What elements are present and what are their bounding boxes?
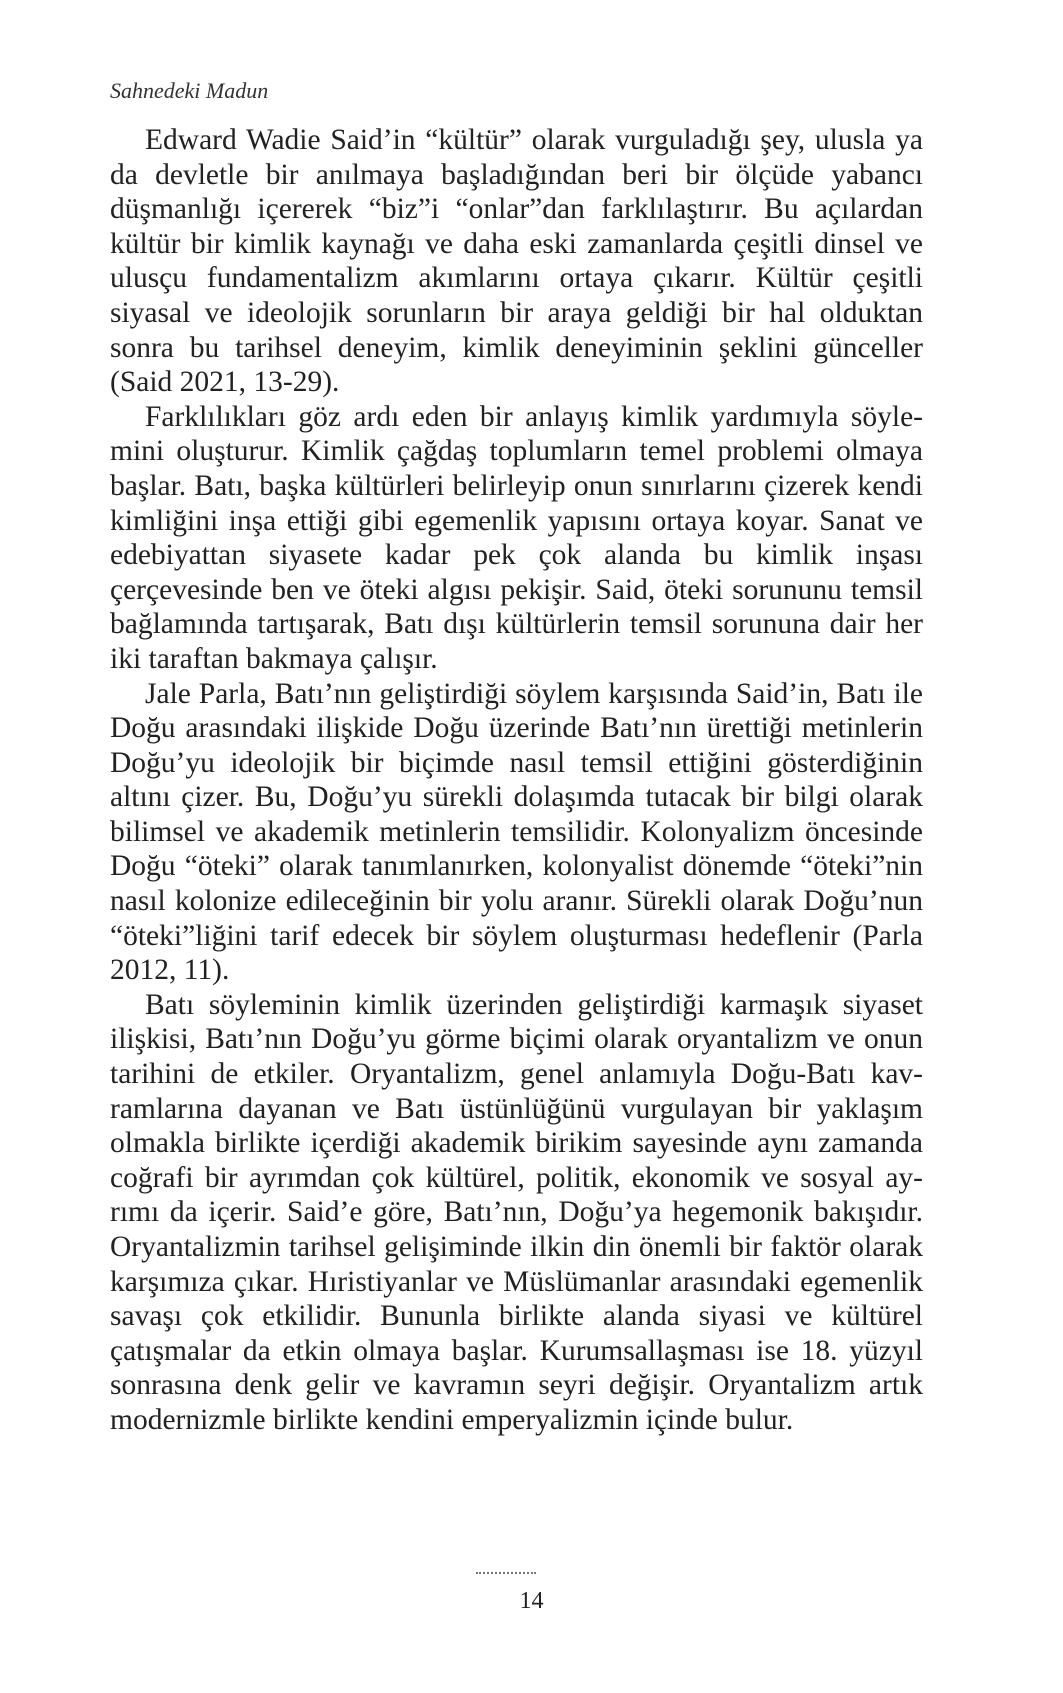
- paragraph: Edward Wadie Said’in “kültür” olarak vurguladığı şey, ulusla ya da devletle bir anılmaya başladığından beri bir ölçüde yabancı düşmanlığı içererek “biz”i “onlar”dan farklılaştırır. Bu açılardan kültür bir kimlik kaynağı ve daha eski zamanlarda çeşitli dinsel ve ulusçu fundamentalizm akımlarını ortaya çıkarır. Kültür çeşitli siyasal ve ideolojik sorunların bir araya geldiği bir hal olduktan sonra bu tarihsel deneyim, kimlik deneyiminin şeklini günceller (Said 2021, 13-29).: [110, 124, 923, 399]
- paragraph: Farklılıkları göz ardı eden bir anlayış kimlik yardımıyla söylemini oluşturur. Kimlik çağdaş toplumların temel problemi olmaya başlar. Batı, başka kültürleri belirleyip onun sınırlarını çizerek kendi kimliğini inşa ettiği gibi egemenlik yapısını ortaya koyar. Sanat ve edebiyattan siyasete kadar pek çok alanda bu kimlik inşası çerçevesinde ben ve öteki algısı pekişir. Said, öteki sorununu temsil bağlamında tartışarak, Batı dışı kültürlerin temsil sorununa dair her iki taraftan bakmaya çalışır.: [110, 400, 923, 675]
- paragraph: Batı söyleminin kimlik üzerinden geliştirdiği karmaşık siyaset ilişkisi, Batı’nın Doğu’yu görme biçimi olarak oryantalizm ve onun tarihini de etkiler. Oryantalizm, genel anlamıyla Doğu-Batı kavramlarına dayanan ve Batı üstünlüğünü vurgulayan bir yaklaşım olmakla birlikte içerdiği akademik birikim sayesinde aynı zamanda coğrafi bir ayrımdan çok kültürel, politik, ekonomik ve sosyal ayrımı da içerir. Said’e göre, Batı’nın, Doğu’ya hegemonik bakışıdır. Oryantalizmin tarihsel gelişiminde ilkin din önemli bir faktör olarak karşımıza çıkar. Hıristiyanlar ve Müslümanlar arasındaki egemenlik savaşı çok etkilidir. Bununla birlikte alanda siyasi ve kültürel çatışmalar da etkin olmaya başlar. Kurumsallaşması ise 18. yüzyıl sonrasına denk gelir ve kavramın seyri değişir. Oryantalizm artık modernizmle birlikte kendini emperyalizmin içinde bulur.: [110, 988, 923, 1436]
- body-text: [110, 123, 923, 1438]
- footer-dotted-rule: [476, 1572, 536, 1574]
- paragraph: Jale Parla, Batı’nın geliştirdiği söylem karşısında Said’in, Batı ile Doğu arasındaki ilişkide Doğu üzerinde Batı’nın ürettiği metinlerin Doğu’yu ideolojik bir biçimde nasıl temsil ettiğini gösterdiğinin altını çizer. Bu, Doğu’yu sürekli dolaşımda tutacak bir bilgi olarak bilimsel ve akademik metinlerin temsilidir. Kolonyalizm öncesinde Doğu “öteki” olarak tanımlanırken, kolonyalist dönemde “öteki”nin nasıl kolonize edileceğinin bir yolu aranır. Sürekli olarak Doğu’nun “öteki”liğini tarif edecek bir söylem oluşturması hedeflenir (Parla 2012, 11).: [110, 677, 923, 987]
- running-head-title: Sahnedeki Madun: [110, 78, 269, 103]
- page-number: 14: [519, 1588, 544, 1614]
